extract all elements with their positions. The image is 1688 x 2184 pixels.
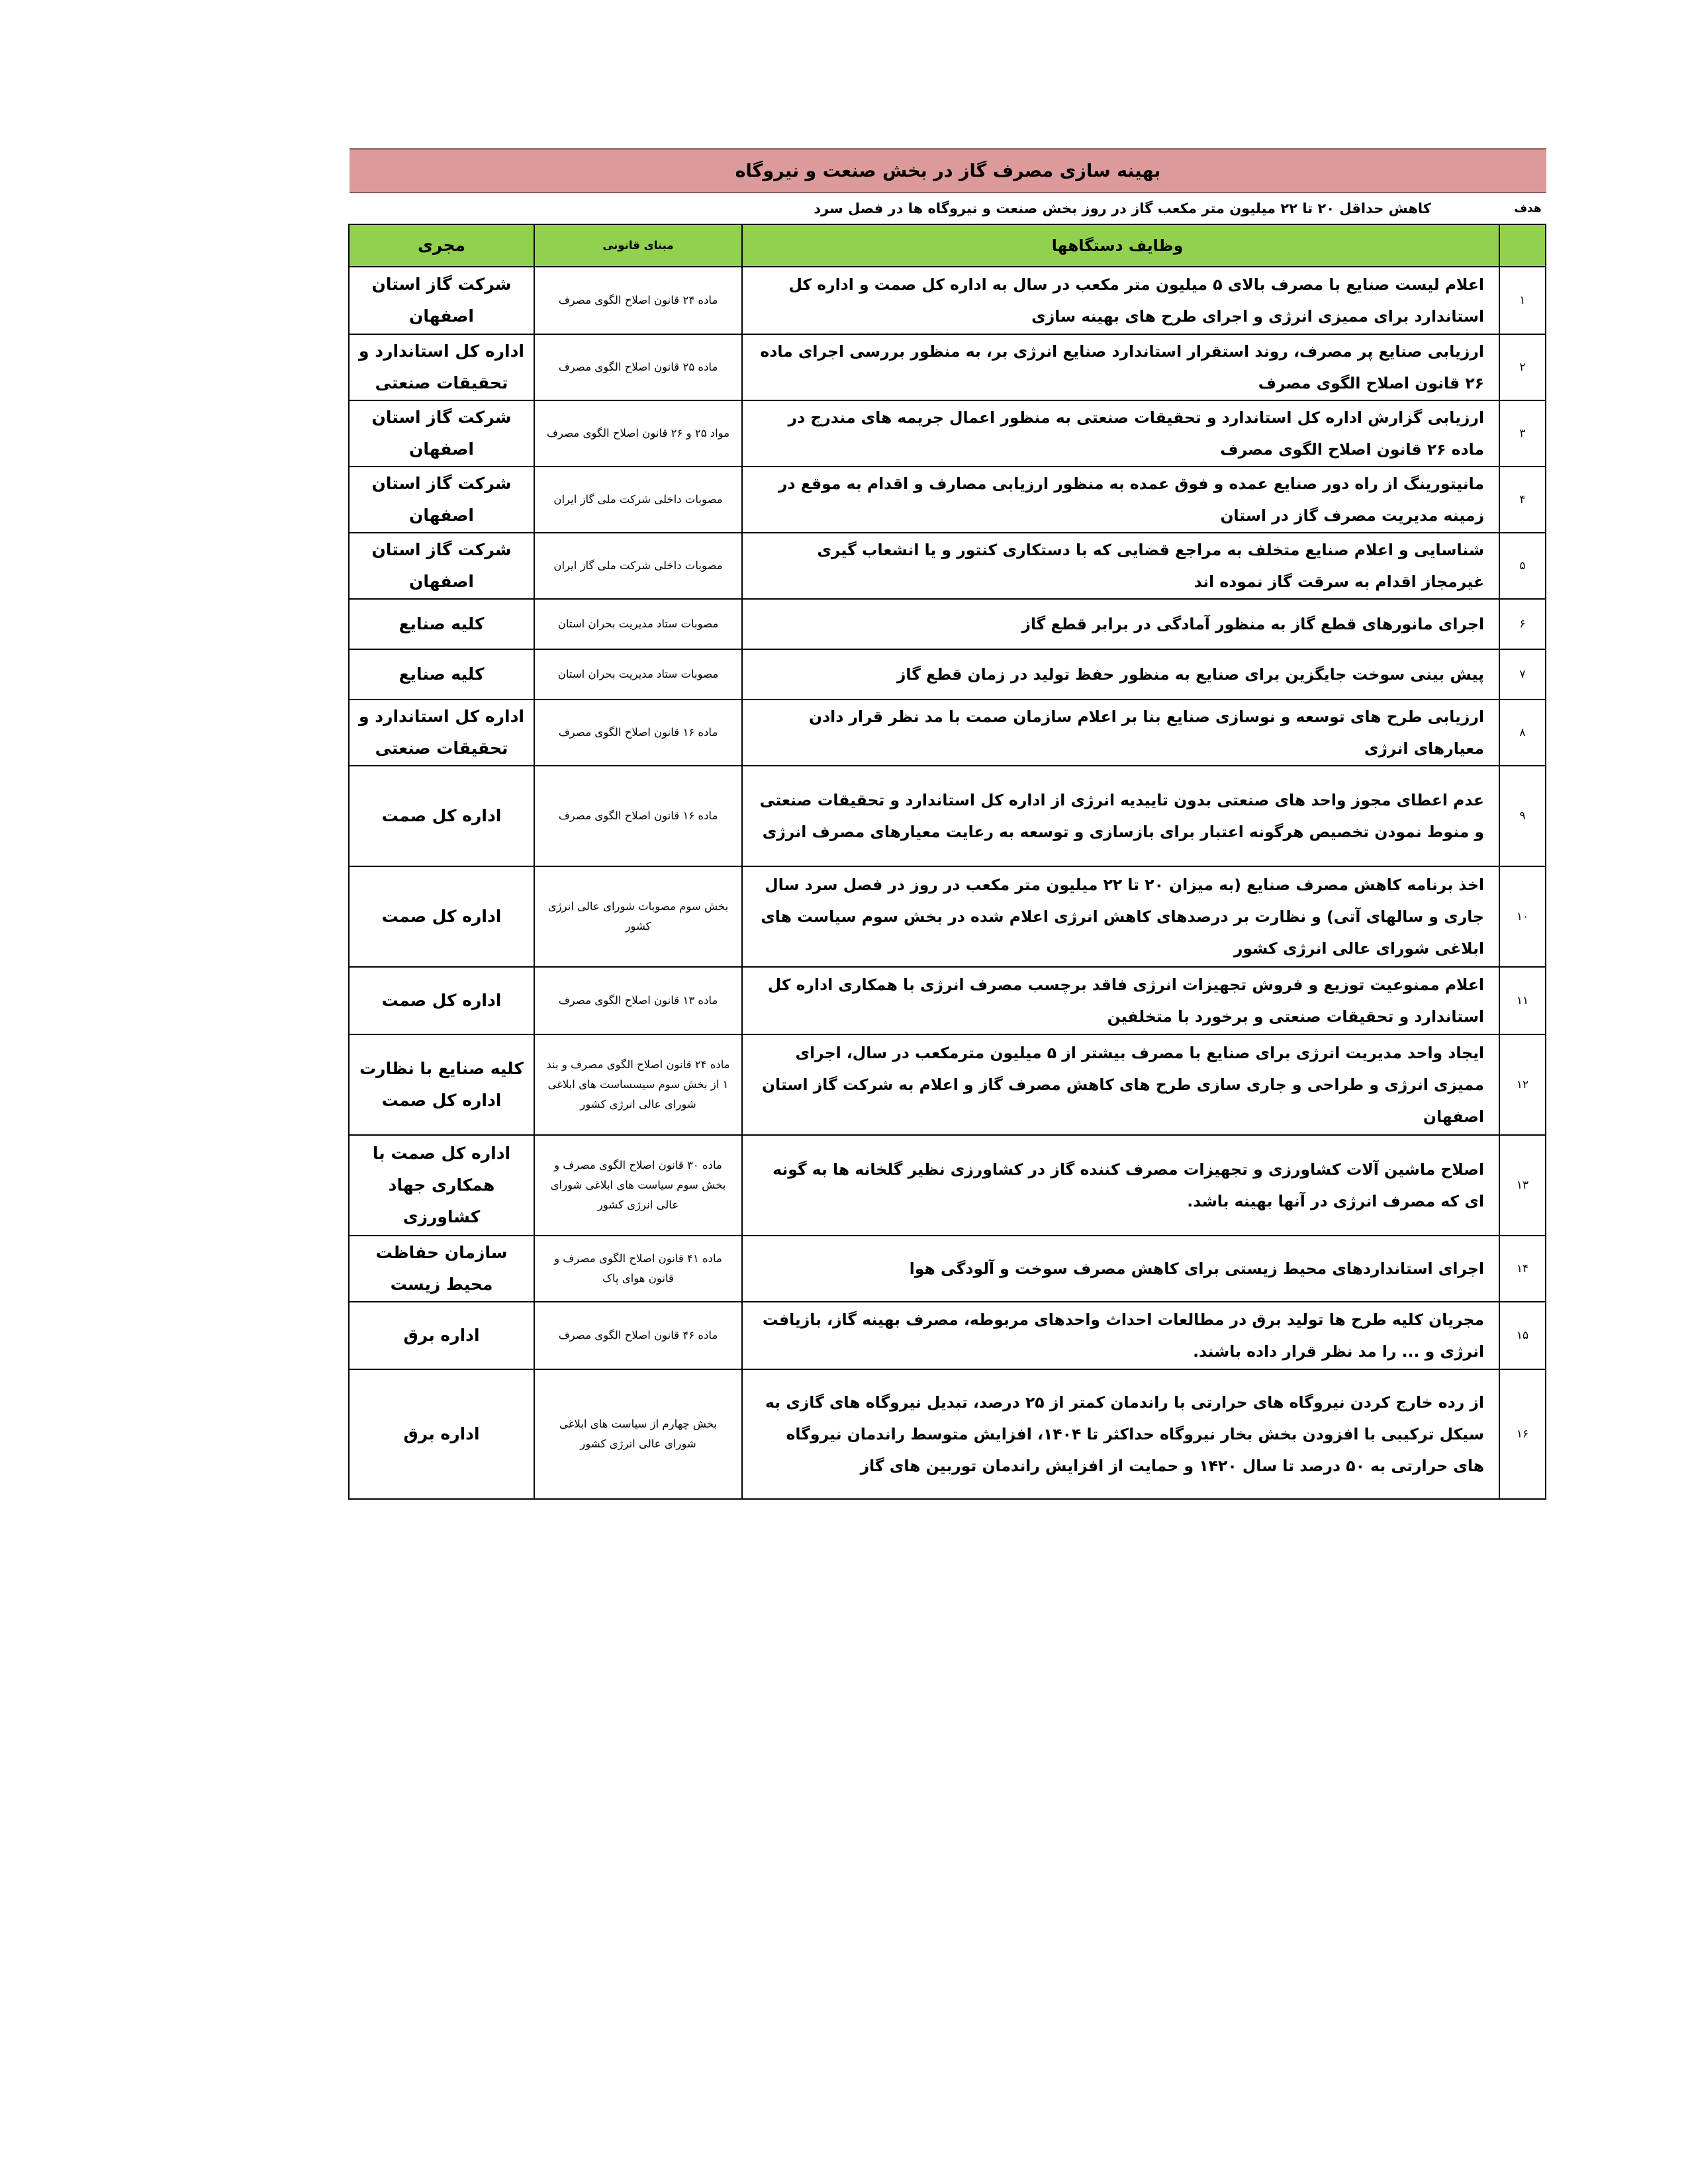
header-num [1499, 224, 1546, 267]
row-law: ماده ۳۰ قانون اصلاح الگوی مصرف و بخش سوم سیاست های ابلاغی شورای عالی انرژی کشور [534, 1135, 742, 1236]
table-row [349, 649, 1546, 700]
row-number: ۶ [1499, 599, 1546, 649]
row-task: ارزیابی طرح های توسعه و نوسازی صنایع بنا بر اعلام سازمان صمت با مد نظر قرار دادن معیارهای انرژی [742, 700, 1499, 766]
row-task: از رده خارج کردن نیروگاه های حرارتی با راندمان کمتر از ۲۵ درصد، تبدیل نیروگاه های گازی به سیکل ترکیبی با افزودن بخش بخار نیروگاه حداکثر تا ۱۴۰۴، افزایش متوسط راندمان نیروگاه های حرارتی به ۵۰ درصد تا سال ۱۴۲۰ و حمایت از افزایش راندمان توربین های گاز [742, 1369, 1499, 1499]
row-task: اعلام لیست صنایع با مصرف بالای ۵ میلیون متر مکعب در سال به اداره کل صمت و اداره کل استاندارد برای ممیزی انرژی و اجرای طرح های بهینه سازی [742, 267, 1499, 334]
row-number: ۱۴ [1499, 1236, 1546, 1302]
row-number: ۷ [1499, 649, 1546, 700]
row-law: ماده ۱۶ قانون اصلاح الگوی مصرف [534, 766, 742, 866]
table-row [349, 700, 1546, 766]
table-row [349, 1302, 1546, 1369]
row-task: مانیتورینگ از راه دور صنایع عمده و فوق عمده به منظور ارزیابی مصارف و اقدام به موقع در زمینه مدیریت مصرف گاز در استان [742, 467, 1499, 533]
row-task: اخذ برنامه کاهش مصرف صنایع (به میزان ۲۰ تا ۲۲ میلیون متر مکعب در روز در فصل سرد سال جاری و سالهای آتی) و نظارت بر درصدهای کاهش انرژی اعلام شده در بخش سوم سیاست های ابلاغی شورای عالی انرژی کشور [742, 866, 1499, 967]
header-executor: مجری [349, 224, 534, 267]
table-row [349, 1034, 1546, 1135]
row-executor: اداره کل استاندارد و تحقیقات صنعتی [349, 334, 534, 400]
row-executor: اداره کل صمت با همکاری جهاد کشاورزی [349, 1135, 534, 1236]
table-row [349, 967, 1546, 1034]
row-executor: اداره کل صمت [349, 967, 534, 1034]
table-row [349, 400, 1546, 467]
row-executor: اداره کل صمت [349, 866, 534, 967]
header-task: وظایف دستگاهها [742, 224, 1499, 267]
row-law: مصوبات ستاد مدیریت بحران استان [534, 649, 742, 700]
table-row [349, 1236, 1546, 1302]
row-number: ۱۰ [1499, 866, 1546, 967]
row-executor: اداره کل صمت [349, 766, 534, 866]
table-title [350, 148, 1546, 193]
row-task: اجرای استانداردهای محیط زیستی برای کاهش مصرف سوخت و آلودگی هوا [742, 1236, 1499, 1302]
row-number: ۴ [1499, 467, 1546, 533]
row-law: ماده ۲۵ قانون اصلاح الگوی مصرف [534, 334, 742, 400]
row-law: ماده ۲۴ قانون اصلاح الگوی مصرف [534, 267, 742, 334]
table-row [349, 267, 1546, 334]
row-executor: کلیه صنایع با نظارت اداره کل صمت [349, 1034, 534, 1135]
row-number: ۱۵ [1499, 1302, 1546, 1369]
goal-text: کاهش حداقل ۲۰ تا ۲۲ میلیون متر مکعب گاز در روز بخش صنعت و نیروگاه ها در فصل سرد [814, 201, 1431, 216]
row-task: اصلاح ماشین آلات کشاورزی و تجهیزات مصرف کننده گاز در کشاورزی نظیر گلخانه ها به گونه ای که مصرف انرژی در آنها بهینه باشد. [742, 1135, 1499, 1236]
row-number: ۸ [1499, 700, 1546, 766]
header-law: مبنای قانونی [534, 224, 742, 267]
row-executor: کلیه صنایع [349, 599, 534, 649]
table-row [349, 334, 1546, 400]
row-task: عدم اعطای مجوز واحد های صنعتی بدون تاییدیه انرژی از اداره کل استاندارد و تحقیقات صنعتی و منوط نمودن تخصیص هرگونه اعتبار برای بازسازی و توسعه به رعایت معیارهای مصرف انرژی [742, 766, 1499, 866]
row-law: ماده ۲۴ قانون اصلاح الگوی مصرف و بند ۱ از بخش سوم سیسساست های ابلاغی شورای عالی انرژی کشور [534, 1034, 742, 1135]
row-number: ۱۶ [1499, 1369, 1546, 1499]
row-number: ۹ [1499, 766, 1546, 866]
row-law: مصوبات داخلی شرکت ملی گاز ایران [534, 467, 742, 533]
goal-row [350, 193, 1546, 224]
row-number: ۲ [1499, 334, 1546, 400]
row-number: ۳ [1499, 400, 1546, 467]
table-row [349, 599, 1546, 649]
row-number: ۱۱ [1499, 967, 1546, 1034]
row-law: ماده ۱۳ قانون اصلاح الگوی مصرف [534, 967, 742, 1034]
row-executor: اداره برق [349, 1369, 534, 1499]
row-executor: شرکت گاز استان اصفهان [349, 467, 534, 533]
table-row [349, 1135, 1546, 1236]
row-number: ۱ [1499, 267, 1546, 334]
table-row [349, 766, 1546, 866]
table-row [349, 1369, 1546, 1499]
row-law: مواد ۲۵ و ۲۶ قانون اصلاح الگوی مصرف [534, 400, 742, 467]
table-row [349, 866, 1546, 967]
row-executor: شرکت گاز استان اصفهان [349, 533, 534, 599]
row-law: مصوبات داخلی شرکت ملی گاز ایران [534, 533, 742, 599]
row-law: ماده ۴۱ قانون اصلاح الگوی مصرف و قانون هوای پاک [534, 1236, 742, 1302]
row-law: بخش سوم مصوبات شورای عالی انرژی کشور [534, 866, 742, 967]
table-row [349, 467, 1546, 533]
row-task: ارزیابی گزارش اداره کل استاندارد و تحقیقات صنعتی به منظور اعمال جریمه های مندرج در ماده ۲۶ قانون اصلاح الگوی مصرف [742, 400, 1499, 467]
row-law: ماده ۴۶ قانون اصلاح الگوی مصرف [534, 1302, 742, 1369]
header-row [349, 224, 1546, 267]
row-executor: سازمان حفاظت محیط زیست [349, 1236, 534, 1302]
row-executor: شرکت گاز استان اصفهان [349, 267, 534, 334]
row-task: ارزیابی صنایع پر مصرف، روند استقرار استاندارد صنایع انرژی بر، به منظور بررسی اجرای ماده ۲۶ قانون اصلاح الگوی مصرف [742, 334, 1499, 400]
row-executor: اداره کل استاندارد و تحقیقات صنعتی [349, 700, 534, 766]
row-executor: اداره برق [349, 1302, 534, 1369]
duties-table [348, 224, 1546, 1500]
row-number: ۵ [1499, 533, 1546, 599]
row-executor: شرکت گاز استان اصفهان [349, 400, 534, 467]
table-row [349, 533, 1546, 599]
row-number: ۱۲ [1499, 1034, 1546, 1135]
plan-sheet [350, 148, 1546, 1500]
row-law: مصوبات ستاد مدیریت بحران استان [534, 599, 742, 649]
row-task: شناسایی و اعلام صنایع متخلف به مراجع قضایی که با دستکاری کنتور و یا انشعاب گیری غیرمجاز اقدام به سرقت گاز نموده اند [742, 533, 1499, 599]
row-executor: کلیه صنایع [349, 649, 534, 700]
goal-label: هدف [1514, 202, 1542, 215]
row-task: ایجاد واحد مدیریت انرژی برای صنایع با مصرف بیشتر از ۵ میلیون مترمکعب در سال، اجرای ممیزی انرژی و طراحی و جاری سازی طرح های کاهش مصرف گاز و اعلام به شرکت گاز استان اصفهان [742, 1034, 1499, 1135]
row-task: مجریان کلیه طرح ها تولید برق در مطالعات احداث واحدهای مربوطه، مصرف بهینه گاز، بازیافت انرژی و ... را مد نظر قرار داده باشند. [742, 1302, 1499, 1369]
row-task: اعلام ممنوعیت توزیع و فروش تجهیزات انرژی فاقد برچسب مصرف انرژی با همکاری اداره کل استاندارد و تحقیقات صنعتی و برخورد با متخلفین [742, 967, 1499, 1034]
row-law: ماده ۱۶ قانون اصلاح الگوی مصرف [534, 700, 742, 766]
row-number: ۱۳ [1499, 1135, 1546, 1236]
row-task: اجرای مانورهای قطع گاز به منظور آمادگی در برابر قطع گاز [742, 599, 1499, 649]
title-text: بهینه سازی مصرف گاز در بخش صنعت و نیروگاه [735, 160, 1161, 181]
row-law: بخش چهارم از سیاست های ابلاغی شورای عالی انرژی کشور [534, 1369, 742, 1499]
row-task: پیش بینی سوخت جایگزین برای صنایع به منظور حفظ تولید در زمان قطع گاز [742, 649, 1499, 700]
